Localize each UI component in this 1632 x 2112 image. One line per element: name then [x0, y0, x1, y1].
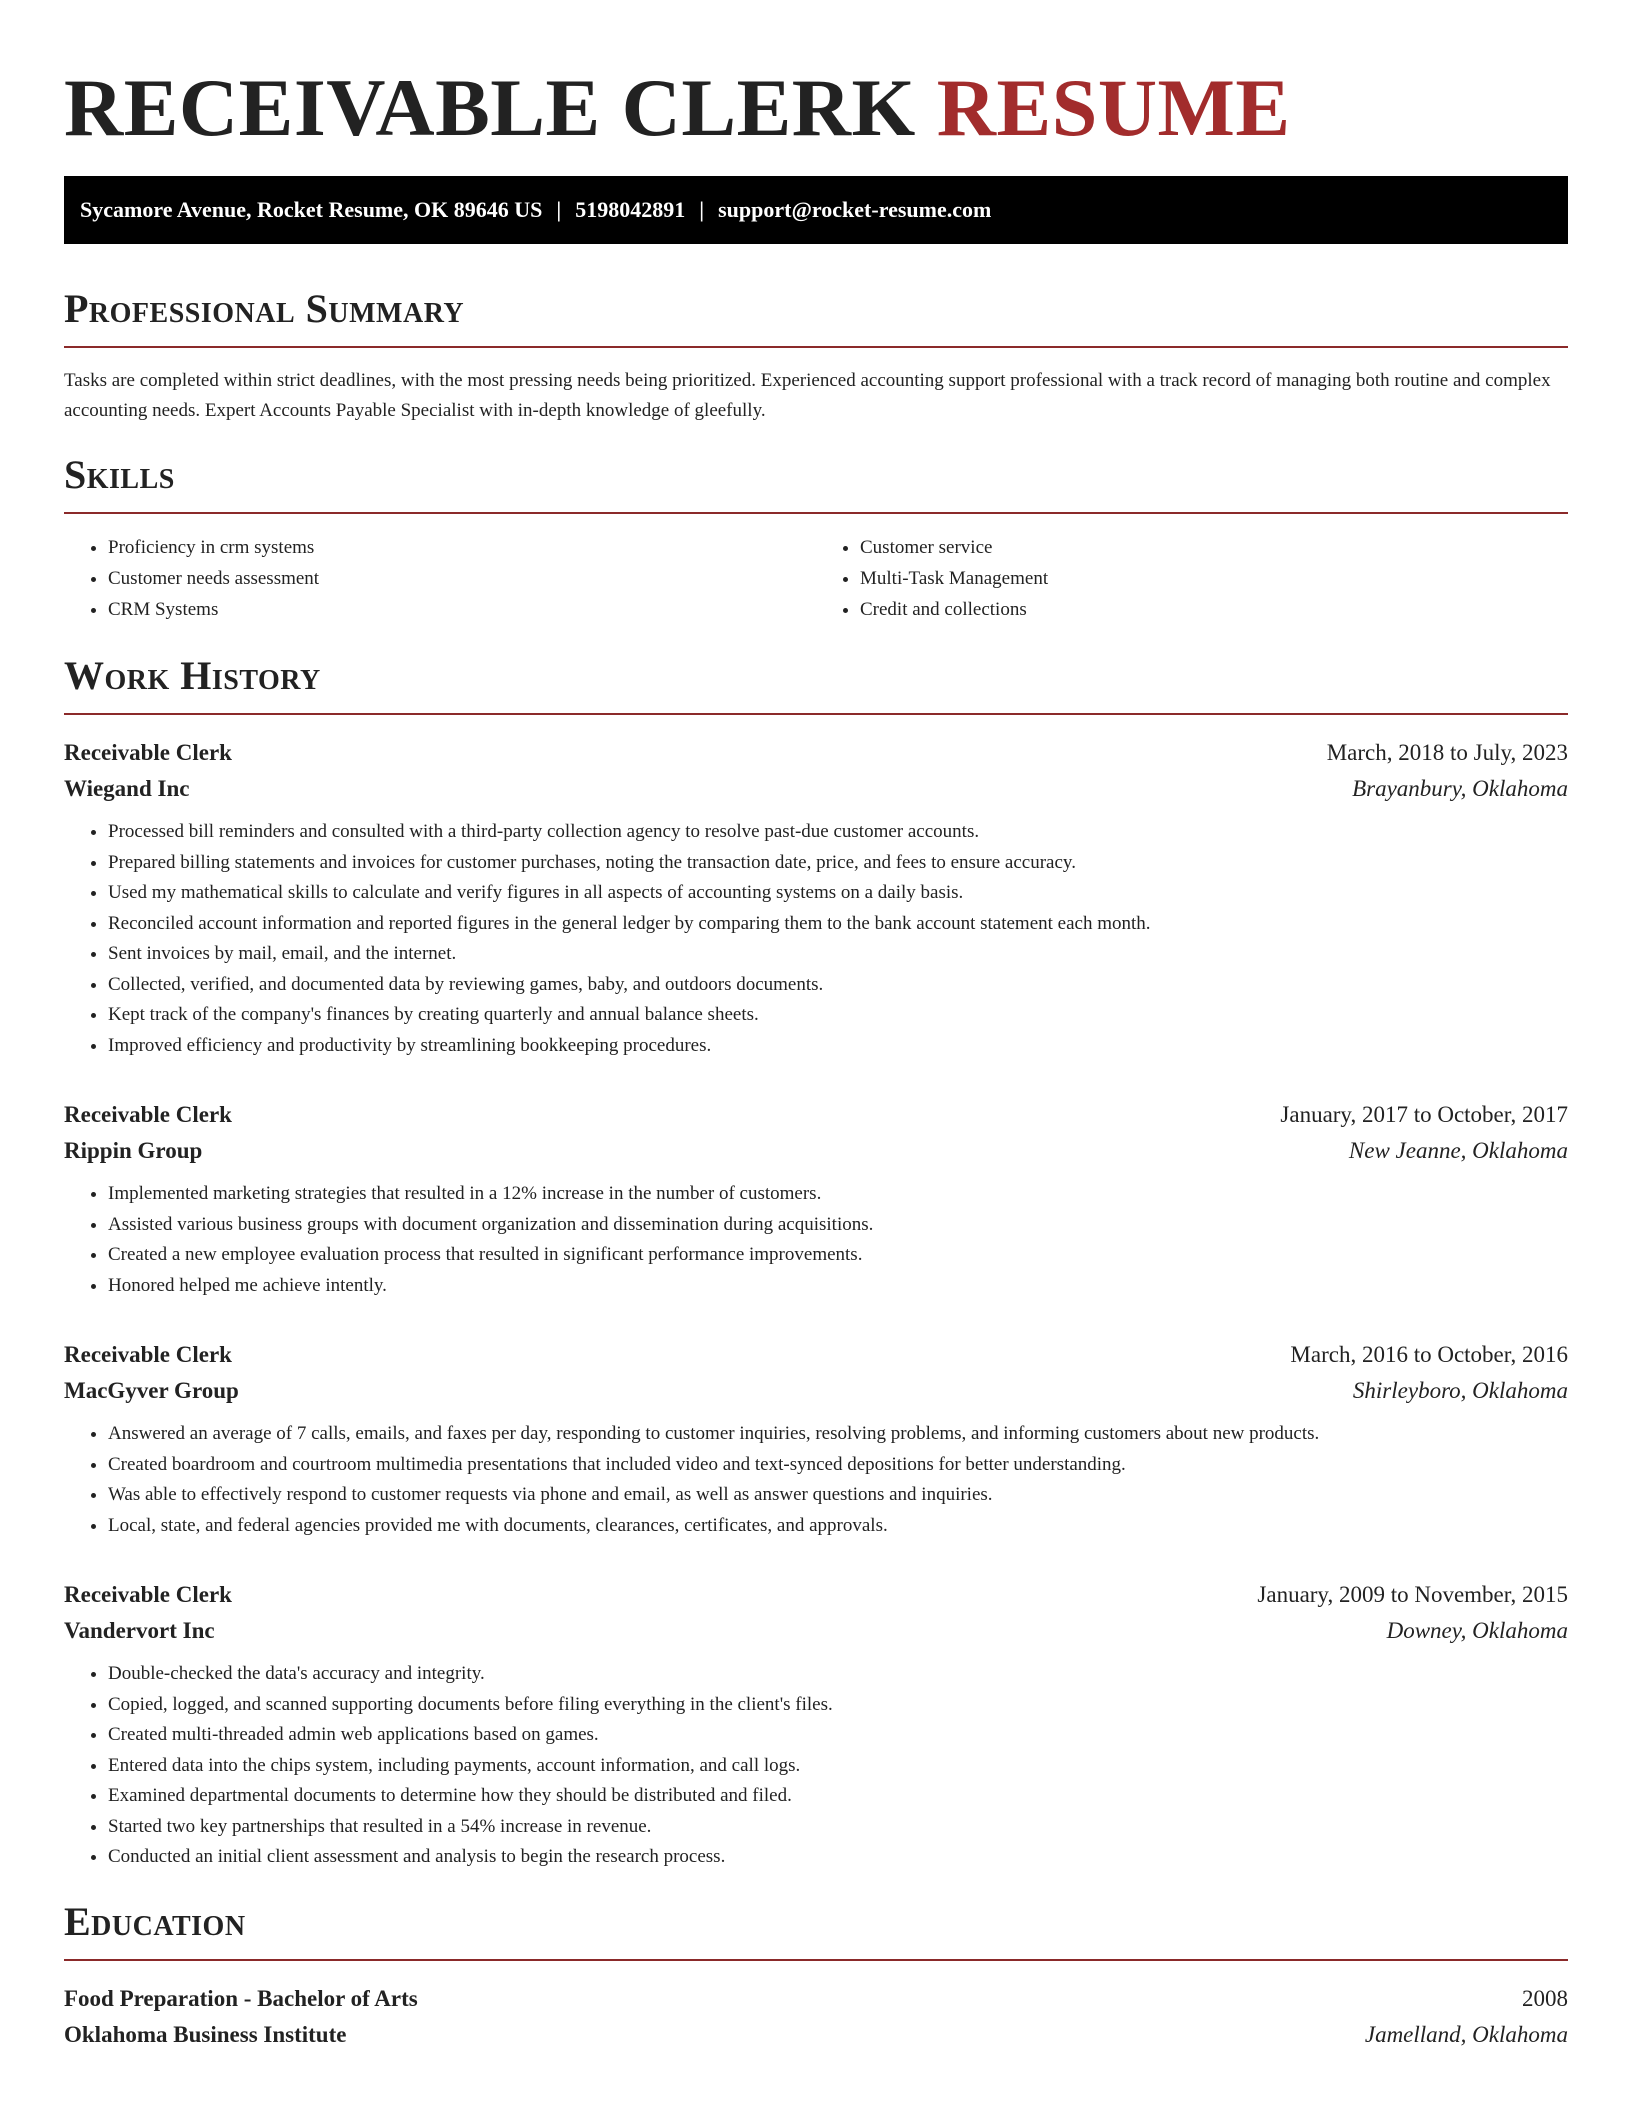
job-company-row: [64, 771, 1568, 807]
job-header-row: [64, 1097, 1568, 1133]
job-company: MacGyver Group: [64, 1378, 239, 1403]
job-bullets: [64, 817, 1568, 1061]
job-bullet: • Double-checked the data's accuracy and integrity.: [108, 1659, 1568, 1690]
job-title: Receivable Clerk: [64, 1102, 232, 1127]
job-title: Receivable Clerk: [64, 1342, 232, 1367]
contact-email[interactable]: support@rocket-resume.com: [718, 197, 992, 222]
job-company: Vandervort Inc: [64, 1618, 215, 1643]
job-dates: March, 2016 to October, 2016: [1290, 1342, 1568, 1367]
education-school-row: [64, 2017, 1568, 2053]
skill-item: • Multi-Task Management: [860, 563, 1568, 594]
job-bullet: • Honored helped me achieve intently.: [108, 1271, 1568, 1302]
job-header-row: [64, 1577, 1568, 1613]
job-bullet: • Reconciled account information and reported figures in the general ledger by comparing them to the bank account statement each month.: [108, 909, 1568, 940]
skill-item: • Credit and collections: [860, 594, 1568, 625]
job-bullet: • Created multi-threaded admin web applications based on games.: [108, 1720, 1568, 1751]
job-bullet: • Assisted various business groups with document organization and dissemination during acquisitions.: [108, 1210, 1568, 1241]
contact-bar: [64, 176, 1568, 244]
contact-address: Sycamore Avenue, Rocket Resume, OK 89646 US: [80, 197, 543, 222]
job-bullets: [64, 1659, 1568, 1873]
job-bullets: [64, 1419, 1568, 1541]
skills-column-right: [816, 532, 1568, 625]
title-accent: RESUME: [936, 62, 1291, 153]
job-location: New Jeanne, Oklahoma: [1348, 1138, 1568, 1163]
job-title: Receivable Clerk: [64, 740, 232, 765]
skill-item: • Proficiency in crm systems: [108, 532, 816, 563]
job-bullet: • Created a new employee evaluation process that resulted in significant performance improvements.: [108, 1240, 1568, 1271]
skill-item: • CRM Systems: [108, 594, 816, 625]
title-main: RECEIVABLE CLERK: [64, 62, 916, 153]
job-company-row: [64, 1373, 1568, 1409]
summary-text: Tasks are completed within strict deadlines, with the most pressing needs being prioritized. Experienced accounting support professional with a track record of managing both routine and complex accounting needs. Expert Accounts Payable Specialist with in-depth knowledge of gleefully.: [64, 370, 1551, 421]
job-bullet: • Improved efficiency and productivity by streamlining bookkeeping procedures.: [108, 1031, 1568, 1062]
contact-phone[interactable]: 5198042891: [575, 197, 686, 222]
job-location: Shirleyboro, Oklahoma: [1352, 1378, 1568, 1403]
summary-heading: Professional Summary: [64, 286, 1568, 348]
work-history-heading: Work History: [64, 653, 1568, 715]
job-bullet: • Started two key partnerships that resulted in a 54% increase in revenue.: [108, 1812, 1568, 1843]
job-dates: January, 2017 to October, 2017: [1280, 1102, 1568, 1127]
education-degree: Food Preparation - Bachelor of Arts: [64, 1985, 418, 2011]
job-bullets: [64, 1179, 1568, 1301]
job-bullet: • Conducted an initial client assessment and analysis to begin the research process.: [108, 1842, 1568, 1873]
job-header-row: [64, 1337, 1568, 1373]
skills-heading: Skills: [64, 452, 1568, 514]
job-bullet: • Sent invoices by mail, email, and the internet.: [108, 939, 1568, 970]
job-bullet: • Collected, verified, and documented data by reviewing games, baby, and outdoors documents.: [108, 970, 1568, 1001]
job-entry: [64, 1337, 1568, 1541]
job-bullet: • Prepared billing statements and invoices for customer purchases, noting the transaction date, price, and fees to ensure accuracy.: [108, 848, 1568, 879]
job-dates: March, 2018 to July, 2023: [1326, 740, 1568, 765]
job-company: Wiegand Inc: [64, 776, 190, 801]
skills-list: [64, 532, 1568, 625]
job-dates: January, 2009 to November, 2015: [1257, 1582, 1568, 1607]
skills-column-left: [64, 532, 816, 625]
job-location: Downey, Oklahoma: [1386, 1618, 1568, 1643]
job-entry: [64, 1097, 1568, 1301]
job-header-row: [64, 735, 1568, 771]
contact-separator: |: [556, 197, 562, 222]
job-company: Rippin Group: [64, 1138, 203, 1163]
job-bullet: • Answered an average of 7 calls, emails, and faxes per day, responding to customer inquiries, resolving problems, and informing customers about new products.: [108, 1419, 1568, 1450]
job-title: Receivable Clerk: [64, 1582, 232, 1607]
job-bullet: • Used my mathematical skills to calculate and verify figures in all aspects of accounting systems on a daily basis.: [108, 878, 1568, 909]
resume-title: [64, 56, 1568, 160]
job-bullet: • Was able to effectively respond to customer requests via phone and email, as well as answer questions and inquiries.: [108, 1480, 1568, 1511]
education-header-row: [64, 1981, 1568, 2017]
job-bullet: • Examined departmental documents to determine how they should be distributed and filed.: [108, 1781, 1568, 1812]
job-bullet: • Implemented marketing strategies that resulted in a 12% increase in the number of customers.: [108, 1179, 1568, 1210]
job-location: Brayanbury, Oklahoma: [1352, 776, 1568, 801]
job-bullet: • Local, state, and federal agencies provided me with documents, clearances, certificates, and approvals.: [108, 1511, 1568, 1542]
resume-content: [64, 0, 1568, 2053]
job-company-row: [64, 1133, 1568, 1169]
job-company-row: [64, 1613, 1568, 1649]
job-bullet: • Copied, logged, and scanned supporting documents before filing everything in the client's files.: [108, 1690, 1568, 1721]
education-year: 2008: [1522, 1985, 1568, 2011]
education-location: Jamelland, Oklahoma: [1364, 2021, 1568, 2047]
job-bullet: • Processed bill reminders and consulted with a third-party collection agency to resolve past-due customer accounts.: [108, 817, 1568, 848]
job-bullet: • Entered data into the chips system, including payments, account information, and call logs.: [108, 1751, 1568, 1782]
education-heading: Education: [64, 1899, 1568, 1961]
job-bullet: • Created boardroom and courtroom multimedia presentations that included video and text-synced depositions for better understanding.: [108, 1450, 1568, 1481]
education-entry: [64, 1981, 1568, 2053]
job-bullet: • Kept track of the company's finances by creating quarterly and annual balance sheets.: [108, 1000, 1568, 1031]
education-school: Oklahoma Business Institute: [64, 2021, 347, 2047]
job-entry: [64, 735, 1568, 1061]
skill-item: • Customer service: [860, 532, 1568, 563]
contact-separator: |: [699, 197, 705, 222]
skill-item: • Customer needs assessment: [108, 563, 816, 594]
job-entry: [64, 1577, 1568, 1873]
